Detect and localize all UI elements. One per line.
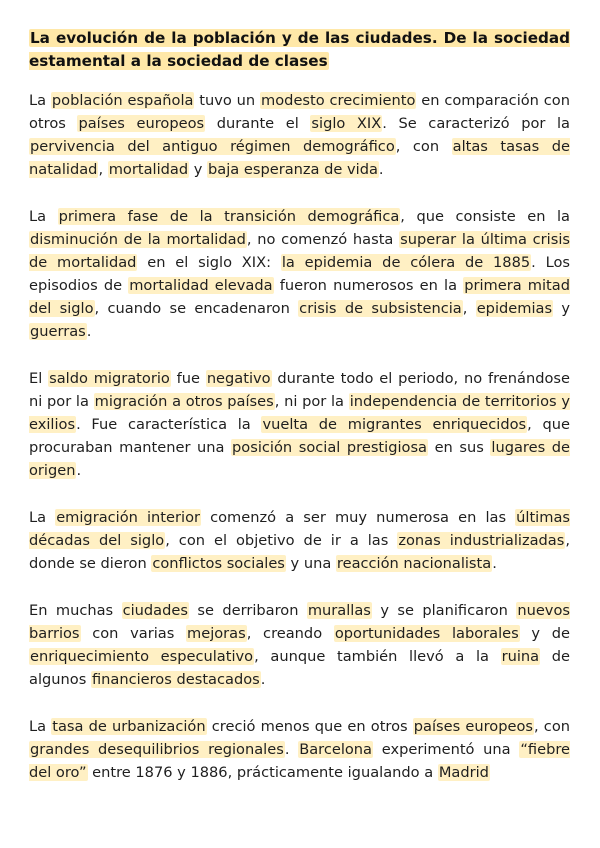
highlighted-text: migración a otros países	[94, 393, 274, 410]
highlighted-text: murallas	[307, 602, 371, 619]
text-run: de algunos	[29, 648, 570, 688]
highlighted-text: mortalidad	[108, 161, 189, 178]
text-run: La	[29, 509, 56, 526]
highlighted-text: población española	[51, 92, 194, 109]
highlighted-text: financieros destacados	[91, 671, 260, 688]
text-run: El	[29, 370, 49, 387]
highlighted-text: altas tasas de natalidad	[29, 138, 570, 178]
highlighted-text: países europeos	[413, 718, 533, 735]
text-run: .	[260, 671, 266, 688]
text-run: , cuando se encadenaron	[94, 300, 299, 317]
text-run: ,	[462, 300, 476, 317]
text-run: experimentó una	[373, 741, 520, 758]
text-run: en sus	[428, 439, 491, 456]
text-run: entre 1876 y 1886, prácticamente igualando a	[87, 764, 438, 781]
highlighted-text: negativo	[206, 370, 271, 387]
text-run: fue	[170, 370, 206, 387]
text-run: , que procuraban mantener una	[29, 416, 570, 456]
highlighted-text: zonas industrializadas	[398, 532, 565, 549]
highlighted-text: conflictos sociales	[152, 555, 285, 572]
highlighted-text: epidemias	[476, 300, 553, 317]
text-run: , aunque también llevó a la	[254, 648, 501, 665]
highlighted-text: posición social prestigiosa	[232, 439, 427, 456]
paragraph	[29, 367, 570, 482]
text-run: y	[189, 161, 208, 178]
text-run: . Los episodios de	[29, 254, 570, 294]
highlighted-text: Madrid	[438, 764, 489, 781]
highlighted-text: ciudades	[122, 602, 188, 619]
text-run: , no comenzó hasta	[246, 231, 400, 248]
document-body	[29, 89, 570, 784]
highlighted-text: oportunidades laborales	[334, 625, 519, 642]
highlighted-text: pervivencia del antiguo régimen demográfico	[30, 138, 395, 155]
highlighted-text: vuelta de migrantes enriquecidos	[262, 416, 527, 433]
highlighted-text: emigración interior	[56, 509, 200, 526]
highlighted-text: grandes desequilibrios regionales	[30, 741, 284, 758]
text-run: con varias	[80, 625, 186, 642]
text-run: y	[553, 300, 571, 317]
text-run: , con el objetivo de ir a las	[165, 532, 398, 549]
paragraph	[29, 205, 570, 343]
text-run: , con	[395, 138, 452, 155]
text-run: durante el	[205, 115, 311, 132]
highlighted-text: mejoras	[187, 625, 246, 642]
text-run: tuvo un	[194, 92, 261, 109]
highlighted-text: modesto crecimiento	[261, 92, 416, 109]
highlighted-text: reacción nacionalista	[336, 555, 492, 572]
text-run: .	[378, 161, 384, 178]
highlighted-text: países europeos	[78, 115, 205, 132]
highlighted-text: baja esperanza de vida	[208, 161, 378, 178]
highlighted-text: lugares de origen	[29, 439, 570, 479]
text-run: .	[86, 323, 92, 340]
highlighted-text: disminución de la mortalidad	[30, 231, 246, 248]
highlighted-text: Barcelona	[299, 741, 372, 758]
text-run: y una	[285, 555, 336, 572]
paragraph	[29, 599, 570, 691]
text-run: , ni por la	[274, 393, 349, 410]
text-run: en el siglo XIX:	[137, 254, 281, 271]
highlighted-text: últimas décadas del siglo	[29, 509, 570, 549]
text-run: . Se caracterizó por la	[382, 115, 570, 132]
highlighted-text: superar la última crisis de mortalidad	[29, 231, 570, 271]
text-run: . Fue característica la	[76, 416, 262, 433]
highlighted-text: enriquecimiento especulativo	[30, 648, 254, 665]
highlighted-text: La evolución de la población y de las ciudades. De la sociedad estamental a la sociedad de clases	[29, 29, 570, 70]
text-run: .	[492, 555, 497, 572]
highlighted-text: “fiebre del oro”	[29, 741, 570, 781]
highlighted-text: tasa de urbanización	[52, 718, 206, 735]
highlighted-text: primera fase de la transición demográfica	[58, 208, 400, 225]
text-run: comenzó a ser muy numerosa en las	[201, 509, 516, 526]
highlighted-text: ruina	[501, 648, 540, 665]
highlighted-text: mortalidad elevada	[129, 277, 273, 294]
text-run: , donde se dieron	[29, 532, 570, 572]
highlighted-text: guerras	[30, 323, 86, 340]
highlighted-text: saldo migratorio	[49, 370, 170, 387]
highlighted-text: siglo XIX	[311, 115, 382, 132]
highlighted-text: nuevos barrios	[29, 602, 570, 642]
text-run: , con	[534, 718, 570, 735]
highlighted-text: primera mitad del siglo	[29, 277, 570, 317]
text-run: .	[76, 462, 82, 479]
text-run: fueron numerosos en la	[273, 277, 464, 294]
text-run: y de	[519, 625, 570, 642]
highlighted-text: crisis de subsistencia	[299, 300, 462, 317]
text-run: creció menos que en otros	[206, 718, 413, 735]
highlighted-text: la epidemia de cólera de 1885	[281, 254, 531, 271]
text-run: La	[29, 92, 51, 109]
text-run: durante todo el periodo, no frenándose ni por la	[29, 370, 570, 410]
text-run: La	[29, 208, 58, 225]
paragraph	[29, 506, 570, 575]
text-run: .	[284, 741, 299, 758]
text-run: ,	[98, 161, 108, 178]
paragraph	[29, 89, 570, 181]
paragraph	[29, 715, 570, 784]
document-title	[29, 27, 570, 73]
text-run: en comparación con otros	[29, 92, 570, 132]
text-run: , creando	[246, 625, 334, 642]
text-run: La	[29, 718, 52, 735]
text-run: y se planificaron	[371, 602, 517, 619]
text-run: se derribaron	[188, 602, 307, 619]
text-run: , que consiste en la	[400, 208, 570, 225]
text-run: En muchas	[29, 602, 122, 619]
highlighted-text: independencia de territorios y exilios	[29, 393, 570, 433]
